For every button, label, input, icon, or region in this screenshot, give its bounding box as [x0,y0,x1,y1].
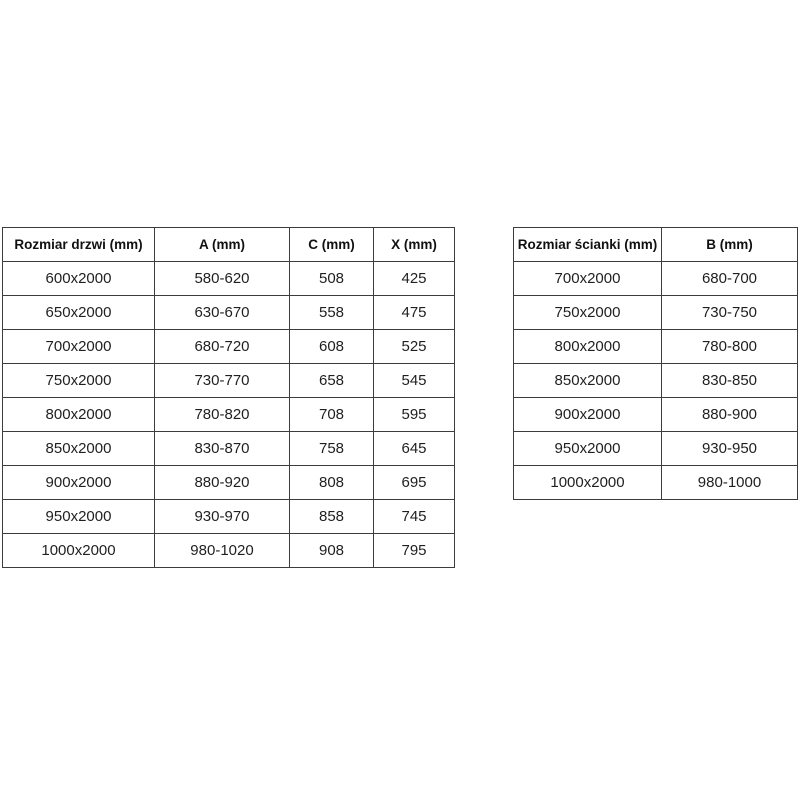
table-row [3,534,455,568]
table-row [3,500,455,534]
table-cell: 680-720 [155,330,290,364]
table-cell: 750x2000 [3,364,155,398]
table-cell: 730-770 [155,364,290,398]
table-cell: 830-850 [662,364,798,398]
table-row [3,364,455,398]
table-cell: 425 [374,262,455,296]
table-cell: 980-1020 [155,534,290,568]
table-cell: 780-800 [662,330,798,364]
table-cell: 600x2000 [3,262,155,296]
table-cell: 930-950 [662,432,798,466]
table-cell: 850x2000 [3,432,155,466]
table-cell: 800x2000 [514,330,662,364]
table-row [3,262,455,296]
column-header: C (mm) [290,228,374,262]
table-cell: 800x2000 [3,398,155,432]
table-cell: 880-920 [155,466,290,500]
table-cell: 608 [290,330,374,364]
column-header: X (mm) [374,228,455,262]
table-cell: 508 [290,262,374,296]
table-row [3,398,455,432]
table-cell: 580-620 [155,262,290,296]
table-cell: 708 [290,398,374,432]
table-row [3,432,455,466]
table-cell: 700x2000 [514,262,662,296]
wall-panel-dimensions-table [513,227,798,500]
table-cell: 950x2000 [514,432,662,466]
table-cell: 695 [374,466,455,500]
column-header: A (mm) [155,228,290,262]
table-cell: 650x2000 [3,296,155,330]
table-cell: 750x2000 [514,296,662,330]
table-cell: 595 [374,398,455,432]
table-row [3,466,455,500]
column-header: B (mm) [662,228,798,262]
table-cell: 758 [290,432,374,466]
table-row [514,432,798,466]
table-cell: 558 [290,296,374,330]
header-row [3,228,455,262]
table-row [3,330,455,364]
table-cell: 525 [374,330,455,364]
table-cell: 950x2000 [3,500,155,534]
table-cell: 808 [290,466,374,500]
table-cell: 900x2000 [514,398,662,432]
table-cell: 730-750 [662,296,798,330]
header-row [514,228,798,262]
table-cell: 830-870 [155,432,290,466]
door-table-body [3,262,455,568]
table-cell: 780-820 [155,398,290,432]
table-cell: 645 [374,432,455,466]
table-cell: 880-900 [662,398,798,432]
table-cell: 658 [290,364,374,398]
table-cell: 1000x2000 [3,534,155,568]
table-cell: 1000x2000 [514,466,662,500]
wall-table-header [514,228,798,262]
table-cell: 545 [374,364,455,398]
table-cell: 795 [374,534,455,568]
table-row [514,364,798,398]
table-cell: 745 [374,500,455,534]
table-row [514,330,798,364]
wall-table-body [514,262,798,500]
table-row [514,296,798,330]
door-dimensions-table [2,227,455,568]
table-cell: 930-970 [155,500,290,534]
table-cell: 900x2000 [3,466,155,500]
column-header: Rozmiar ścianki (mm) [514,228,662,262]
table-cell: 858 [290,500,374,534]
table-cell: 680-700 [662,262,798,296]
table-row [3,296,455,330]
table-cell: 630-670 [155,296,290,330]
table-row [514,398,798,432]
table-row [514,466,798,500]
table-cell: 700x2000 [3,330,155,364]
column-header: Rozmiar drzwi (mm) [3,228,155,262]
table-row [514,262,798,296]
table-cell: 908 [290,534,374,568]
table-cell: 475 [374,296,455,330]
door-table-header [3,228,455,262]
table-cell: 980-1000 [662,466,798,500]
table-cell: 850x2000 [514,364,662,398]
